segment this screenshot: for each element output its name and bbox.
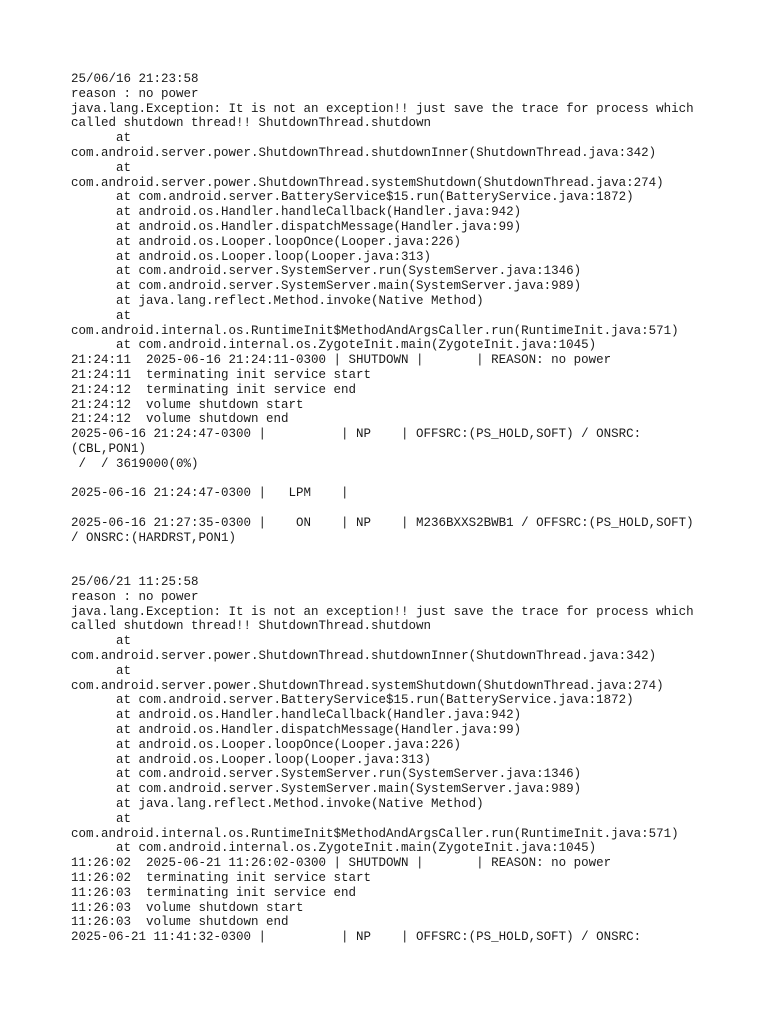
log-line: 21:24:12 volume shutdown end [71, 412, 289, 427]
log-line: at com.android.internal.os.ZygoteInit.main(ZygoteInit.java:1045) [71, 841, 597, 856]
log-line: at android.os.Handler.handleCallback(Handler.java:942) [71, 205, 522, 220]
log-line: 21:24:11 2025-06-16 21:24:11-0300 | SHUTDOWN | | REASON: no power [71, 353, 612, 368]
log-line: at android.os.Looper.loopOnce(Looper.java:226) [71, 737, 462, 752]
log-line: at com.android.server.SystemServer.main(SystemServer.java:989) [71, 279, 582, 294]
log-line [71, 546, 751, 561]
log-line: called shutdown thread!! ShutdownThread.shutdown [71, 619, 432, 634]
log-line: at android.os.Looper.loop(Looper.java:313) [71, 752, 432, 767]
log-line: at android.os.Handler.dispatchMessage(Handler.java:99) [71, 723, 522, 738]
log-line: 2025-06-16 21:24:47-0300 | | NP | OFFSRC:(PS_HOLD,SOFT) / ONSRC: [71, 427, 642, 442]
log-line: 11:26:03 volume shutdown start [71, 900, 304, 915]
log-line: 11:26:03 terminating init service end [71, 885, 357, 900]
log-line: at com.android.internal.os.ZygoteInit.main(ZygoteInit.java:1045) [71, 338, 597, 353]
log-line: at android.os.Looper.loopOnce(Looper.java:226) [71, 234, 462, 249]
log-line: at android.os.Looper.loop(Looper.java:313) [71, 249, 432, 264]
log-line: 25/06/21 11:25:58 [71, 575, 199, 590]
log-line: 21:24:12 terminating init service end [71, 382, 357, 397]
log-line: at [71, 663, 132, 678]
log-line: 21:24:12 volume shutdown start [71, 397, 304, 412]
log-line [71, 472, 751, 487]
log-line: at com.android.server.SystemServer.run(SystemServer.java:1346) [71, 264, 582, 279]
log-line: at com.android.server.BatteryService$15.run(BatteryService.java:1872) [71, 190, 634, 205]
log-line: reason : no power [71, 86, 199, 101]
log-line: at com.android.server.BatteryService$15.run(BatteryService.java:1872) [71, 693, 634, 708]
log-line: at java.lang.reflect.Method.invoke(Native Method) [71, 293, 484, 308]
log-line: com.android.internal.os.RuntimeInit$MethodAndArgsCaller.run(RuntimeInit.java:571) [71, 826, 679, 841]
log-line: 11:26:03 volume shutdown end [71, 915, 289, 930]
log-line: com.android.server.power.ShutdownThread.shutdownInner(ShutdownThread.java:342) [71, 145, 657, 160]
log-line: com.android.internal.os.RuntimeInit$MethodAndArgsCaller.run(RuntimeInit.java:571) [71, 323, 679, 338]
log-line: / ONSRC:(HARDRST,PON1) [71, 530, 237, 545]
log-line: com.android.server.power.ShutdownThread.systemShutdown(ShutdownThread.java:274) [71, 678, 664, 693]
shutdown-log-text [71, 72, 751, 945]
log-line [71, 560, 751, 575]
log-line: at android.os.Handler.dispatchMessage(Handler.java:99) [71, 219, 522, 234]
log-line: / / 3619000(0%) [71, 456, 199, 471]
log-line: com.android.server.power.ShutdownThread.systemShutdown(ShutdownThread.java:274) [71, 175, 664, 190]
log-line: 11:26:02 2025-06-21 11:26:02-0300 | SHUTDOWN | | REASON: no power [71, 856, 612, 871]
log-line: at [71, 634, 132, 649]
log-line: 25/06/16 21:23:58 [71, 72, 199, 86]
log-line: reason : no power [71, 589, 199, 604]
log-line: 2025-06-16 21:27:35-0300 | ON | NP | M236BXXS2BWB1 / OFFSRC:(PS_HOLD,SOFT) [71, 515, 694, 530]
log-line [71, 501, 751, 516]
log-line: 2025-06-21 11:41:32-0300 | | NP | OFFSRC:(PS_HOLD,SOFT) / ONSRC: [71, 930, 642, 945]
log-line: called shutdown thread!! ShutdownThread.shutdown [71, 116, 432, 131]
log-line: 21:24:11 terminating init service start [71, 367, 372, 382]
log-line: com.android.server.power.ShutdownThread.shutdownInner(ShutdownThread.java:342) [71, 649, 657, 664]
log-line: 11:26:02 terminating init service start [71, 871, 372, 886]
log-line: at [71, 160, 132, 175]
log-line: 2025-06-16 21:24:47-0300 | LPM | [71, 486, 349, 501]
log-line: java.lang.Exception: It is not an exception!! just save the trace for process which [71, 604, 694, 619]
log-line: (CBL,PON1) [71, 441, 147, 456]
log-line: at [71, 811, 132, 826]
log-line: at [71, 131, 132, 146]
log-line: at java.lang.reflect.Method.invoke(Native Method) [71, 797, 484, 812]
log-line: at com.android.server.SystemServer.main(SystemServer.java:989) [71, 782, 582, 797]
log-line: at [71, 308, 132, 323]
log-line: at android.os.Handler.handleCallback(Handler.java:942) [71, 708, 522, 723]
log-line: java.lang.Exception: It is not an exception!! just save the trace for process which [71, 101, 694, 116]
log-line: at com.android.server.SystemServer.run(SystemServer.java:1346) [71, 767, 582, 782]
